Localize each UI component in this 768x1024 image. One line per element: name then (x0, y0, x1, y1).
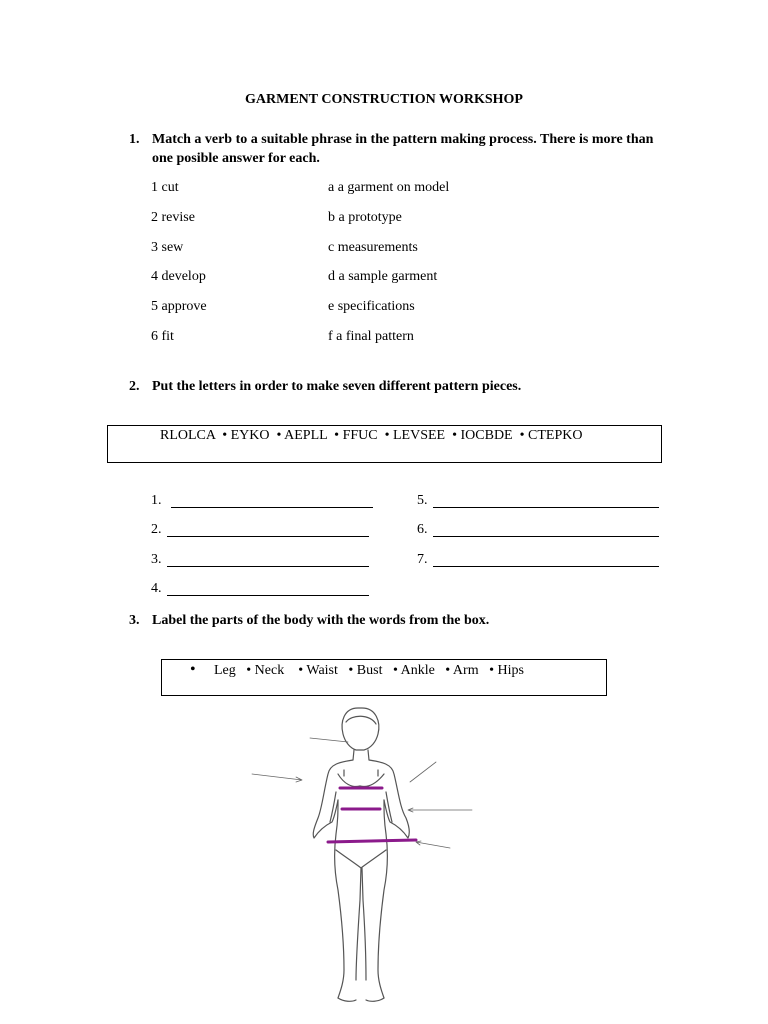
head-outline (342, 708, 379, 750)
verb-item: 4 develop (151, 269, 206, 284)
blank-number: 4. (151, 581, 162, 596)
hair-outline (346, 716, 376, 724)
pointer-hips (416, 841, 450, 848)
blank-number: 7. (417, 552, 428, 567)
phrase-item: f a final pattern (328, 329, 414, 344)
question-1-text: Match a verb to a suitable phrase in the pattern making process. There is more than one posible answer for each. (152, 132, 654, 166)
body-words-box (161, 659, 607, 696)
pointer-arm (252, 774, 302, 782)
verb-item: 3 sew (151, 240, 184, 255)
blank-number: 3. (151, 552, 162, 567)
blank-number: 1. (151, 493, 162, 508)
scrambled-words-box (107, 425, 662, 463)
neck-outline (353, 750, 369, 760)
left-arm-inner (330, 792, 336, 822)
verb-item: 2 revise (151, 210, 195, 225)
answer-blank-2[interactable] (167, 536, 369, 537)
hips-measure-line (328, 840, 416, 842)
right-arm-outline (369, 760, 409, 838)
question-2-number: 2. (129, 379, 140, 394)
question-3-text: Label the parts of the body with the words from the box. (152, 613, 490, 628)
pointer-head (310, 738, 348, 742)
answer-blank-3[interactable] (167, 566, 369, 567)
bust-outline (338, 770, 384, 787)
verb-item: 1 cut (151, 180, 179, 195)
pointer-waist (408, 808, 472, 812)
question-3 (0, 611, 768, 631)
answer-blank-7[interactable] (433, 566, 659, 567)
page-title: GARMENT CONSTRUCTION WORKSHOP (245, 92, 523, 107)
answer-blank-1[interactable] (171, 507, 373, 508)
phrase-item: a a garment on model (328, 180, 450, 195)
question-1-number: 1. (129, 132, 140, 147)
answer-blank-6[interactable] (433, 536, 659, 537)
feet-outline (338, 998, 384, 1001)
torso-left (335, 800, 344, 998)
question-2 (0, 377, 768, 397)
phrase-item: b a prototype (328, 210, 402, 225)
hips-outline (336, 850, 386, 868)
phrase-item: e specifications (328, 299, 415, 314)
pointer-bust (410, 762, 436, 782)
blank-number: 6. (417, 522, 428, 537)
answer-blank-5[interactable] (433, 507, 659, 508)
left-arm-outline (313, 760, 353, 838)
blank-number: 5. (417, 493, 428, 508)
question-2-text: Put the letters in order to make seven different pattern pieces. (152, 379, 522, 394)
scrambled-words: RLOLCA • EYKO • AEPLL • FFUC • LEVSEE • IOCBDE • CTEPKO (160, 428, 583, 443)
bullet-icon: • (190, 661, 196, 678)
answer-blank-4[interactable] (167, 595, 369, 596)
right-arm-inner (386, 792, 392, 822)
phrase-item: d a sample garment (328, 269, 438, 284)
question-3-number: 3. (129, 613, 140, 628)
body-outline-figure (240, 700, 490, 1004)
blank-number: 2. (151, 522, 162, 537)
phrase-item: c measurements (328, 240, 418, 255)
inner-legs (356, 868, 366, 980)
torso-right (378, 800, 387, 998)
body-words: Leg • Neck • Waist • Bust • Ankle • Arm • Hips (214, 663, 524, 678)
question-1 (0, 130, 768, 170)
verb-item: 6 fit (151, 329, 174, 344)
verb-item: 5 approve (151, 299, 207, 314)
